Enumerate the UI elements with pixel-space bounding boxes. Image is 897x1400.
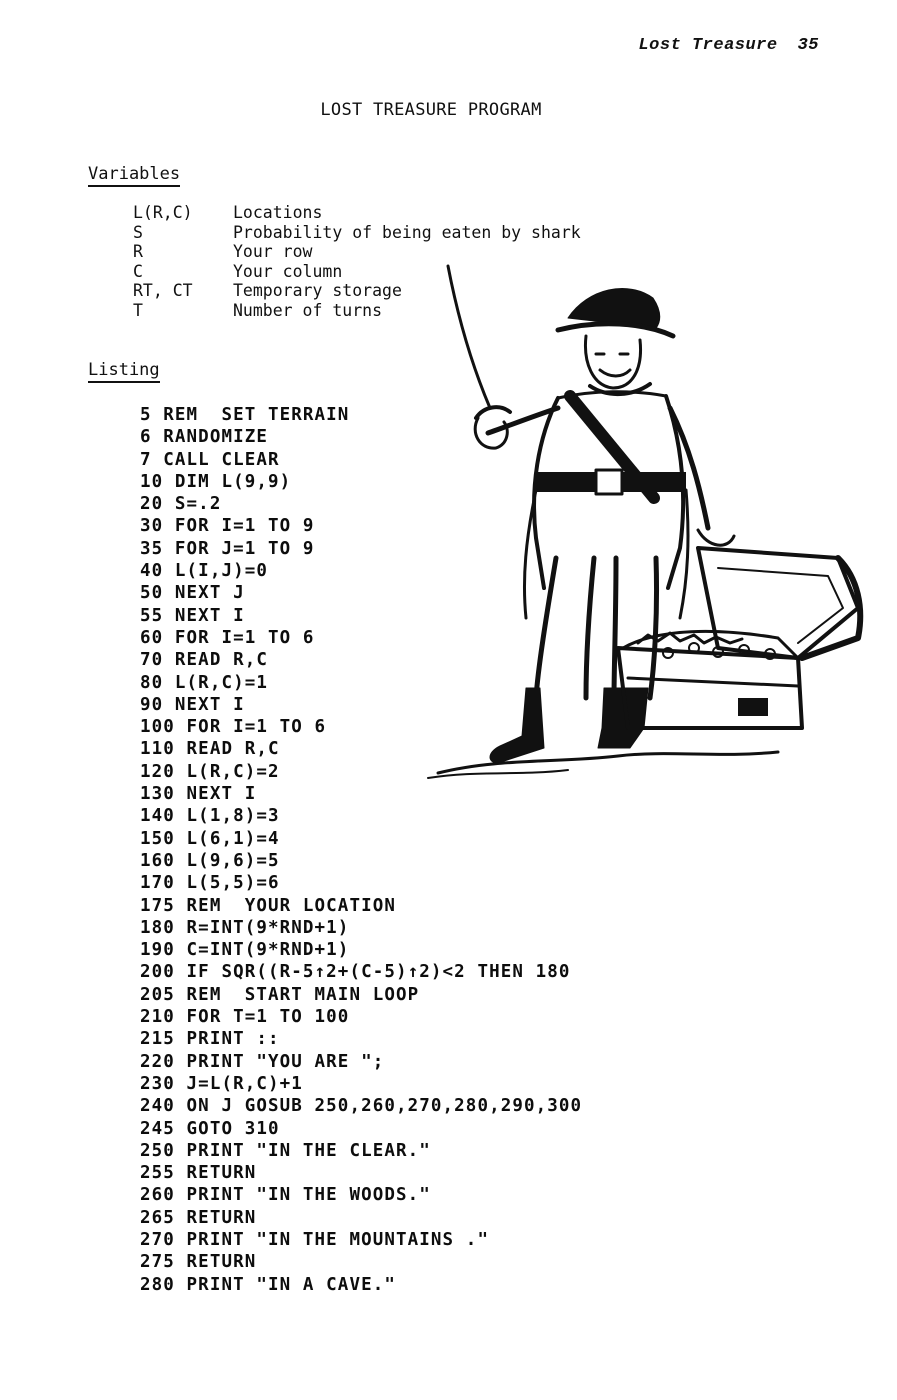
code-line: 255 RETURN <box>140 1163 257 1184</box>
page-number: 35 <box>797 36 819 55</box>
variable-description: Probability of being eaten by shark <box>233 222 581 242</box>
code-line: 245 GOTO 310 <box>140 1118 280 1139</box>
listing-heading: Listing <box>88 360 160 383</box>
code-line: 110 READ R,C <box>140 739 280 760</box>
variable-row <box>133 223 581 243</box>
code-line: 120 L(R,C)=2 <box>140 761 280 782</box>
code-line: 90 NEXT I <box>140 694 245 715</box>
code-line: 55 NEXT I <box>140 605 245 626</box>
code-line: 240 ON J GOSUB 250,260,270,280,290,300 <box>140 1096 583 1117</box>
code-line: 80 L(R,C)=1 <box>140 672 268 693</box>
code-line: 100 FOR I=1 TO 6 <box>140 717 327 738</box>
variable-description: Your row <box>233 242 313 262</box>
variable-description: Locations <box>233 203 323 222</box>
code-line: 275 RETURN <box>140 1252 257 1273</box>
code-line: 260 PRINT "IN THE WOODS." <box>140 1185 431 1206</box>
variable-description: Number of turns <box>233 300 383 320</box>
code-line: 70 READ R,C <box>140 650 268 671</box>
code-line: 35 FOR J=1 TO 9 <box>140 538 315 559</box>
code-line: 60 FOR I=1 TO 6 <box>140 627 315 648</box>
variable-row <box>133 203 581 223</box>
code-line: 180 R=INT(9*RND+1) <box>140 917 350 938</box>
code-line: 40 L(I,J)=0 <box>140 561 268 582</box>
code-line: 280 PRINT "IN A CAVE." <box>140 1274 396 1295</box>
code-line: 270 PRINT "IN THE MOUNTAINS ." <box>140 1229 490 1250</box>
pirate-treasure-illustration <box>418 258 870 788</box>
code-line: 170 L(5,5)=6 <box>140 873 280 894</box>
variable-name: R <box>133 242 143 262</box>
variable-name: C <box>133 261 143 281</box>
code-line: 265 RETURN <box>140 1207 257 1228</box>
code-line: 30 FOR I=1 TO 9 <box>140 516 315 537</box>
code-line: 205 REM START MAIN LOOP <box>140 984 420 1005</box>
running-head-title: Lost Treasure <box>638 36 778 55</box>
variable-name: T <box>133 300 143 320</box>
code-line: 215 PRINT :: <box>140 1029 280 1050</box>
code-line: 50 NEXT J <box>140 583 245 604</box>
code-line: 140 L(1,8)=3 <box>140 806 280 827</box>
code-line: 130 NEXT I <box>140 784 257 805</box>
code-line: 160 L(9,6)=5 <box>140 850 280 871</box>
program-title: LOST TREASURE PROGRAM <box>320 100 542 120</box>
variables-heading: Variables <box>88 164 180 187</box>
variable-name: S <box>133 222 143 242</box>
running-head <box>638 36 819 55</box>
code-line: 175 REM YOUR LOCATION <box>140 895 396 916</box>
code-line: 220 PRINT "YOU ARE "; <box>140 1051 385 1072</box>
code-line: 200 IF SQR((R-5↑2+(C-5)↑2)<2 THEN 180 <box>140 962 571 983</box>
code-line: 6 RANDOMIZE <box>140 427 268 448</box>
code-line: 210 FOR T=1 TO 100 <box>140 1007 350 1028</box>
code-line: 5 REM SET TERRAIN <box>140 405 350 425</box>
variable-name: RT, CT <box>133 281 193 301</box>
variable-description: Your column <box>233 261 343 281</box>
code-line: 250 PRINT "IN THE CLEAR." <box>140 1140 431 1161</box>
variable-description: Temporary storage <box>233 281 402 301</box>
variable-name: L(R,C) <box>133 203 193 222</box>
code-line: 7 CALL CLEAR <box>140 449 280 470</box>
code-line: 20 S=.2 <box>140 494 222 515</box>
code-line: 150 L(6,1)=4 <box>140 828 280 849</box>
code-line: 230 J=L(R,C)+1 <box>140 1073 303 1094</box>
code-line: 190 C=INT(9*RND+1) <box>140 940 350 961</box>
code-line: 10 DIM L(9,9) <box>140 471 292 492</box>
